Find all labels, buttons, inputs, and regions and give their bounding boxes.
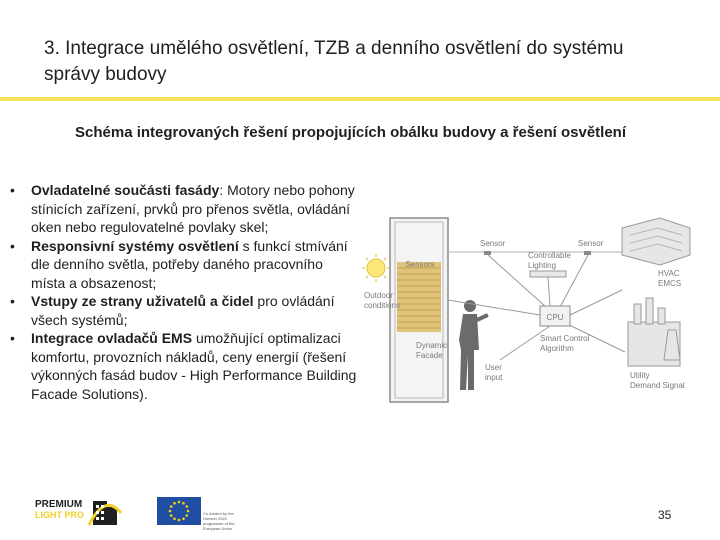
sensor-left-icon: [484, 251, 491, 255]
bullet-text: s funkcí stmívání dle denního světla, potřeby daného pracovního místa a obsazenost;: [31, 237, 348, 291]
light-fixture-icon: [530, 271, 566, 277]
slide-subtitle: Schéma integrovaných řešení propojujících obálku budovy a řešení osvětlení: [75, 124, 626, 141]
sensor-right-label: Sensor: [578, 239, 604, 248]
title-divider: [0, 97, 720, 101]
bullet-bold: Ovladatelné součásti fasády: [31, 182, 220, 198]
eu-funding-text: Co-funded by the Horizon 2020 programme of the European Union: [203, 511, 235, 531]
bullet-bold: Responsivní systémy osvětlení: [31, 237, 239, 254]
bullet-dot: •: [10, 237, 15, 254]
bullet-bold: Vstupy ze strany uživatelů a čidel: [31, 293, 254, 309]
sensor-right-icon: [584, 251, 591, 255]
user-label-1: User: [485, 363, 502, 372]
premium-light-pro-logo: [35, 495, 125, 527]
bullet-dot: •: [10, 293, 15, 309]
bullet-text: : Motory nebo pohony stínicích zařízení, prvků pro přenos světla, ovládání oken nebo regulovatelné povlaky skel;: [31, 182, 355, 235]
dynamic-facade-blinds: [397, 262, 441, 332]
sensors-label: Sensors: [405, 260, 435, 269]
logo-line1: PREMIUM: [35, 499, 83, 510]
hvac-label-1: HVAC: [658, 269, 680, 278]
smart-label-2: Algorithm: [540, 344, 574, 353]
lighting-label-1: Controllable: [528, 251, 571, 260]
hvac-label-2: EMCS: [658, 279, 682, 288]
bullet-list: [10, 181, 360, 403]
power-plant-icon: [628, 298, 680, 366]
user-label-2: input: [485, 373, 503, 382]
bullet-text: umožňující optimalizaci komfortu, provozních nákladů, ceny energií (řešení výkonných fasád budov - High Performance Building Facade Solutions).: [31, 330, 357, 402]
hvac-duct-icon: [622, 218, 690, 265]
bullet-dot: •: [10, 330, 15, 346]
utility-label-1: Utility: [630, 371, 650, 380]
building-icon: [89, 501, 121, 525]
bullet-item: [10, 237, 360, 293]
bullet-item: [10, 329, 360, 403]
integration-diagram: [360, 210, 700, 410]
outdoor-label-2: conditions: [364, 301, 401, 310]
dynamic-label-2: Facade: [416, 351, 443, 360]
bullet-item: [10, 181, 360, 237]
slide-title: 3. Integrace umělého osvětlení, TZB a denního osvětlení do systému správy budovy: [44, 38, 624, 85]
bullet-bold: Integrace ovladačů EMS: [31, 330, 193, 346]
smart-label-1: Smart Control: [540, 334, 590, 343]
dynamic-label-1: Dynamic: [416, 341, 448, 350]
logo-line2: LIGHT PRO: [35, 510, 84, 520]
sun-icon: [362, 254, 390, 282]
bullet-item: [10, 292, 360, 329]
cpu-label: CPU: [546, 313, 564, 322]
bullet-dot: •: [10, 182, 15, 198]
page-number: 35: [658, 508, 672, 522]
eu-flag-icon: [157, 497, 201, 525]
sensor-left-label: Sensor: [480, 239, 506, 248]
lighting-label-2: Lighting: [528, 261, 557, 270]
bullet-text: pro ovládání všech systémů;: [31, 293, 335, 328]
outdoor-label-1: Outdoor: [364, 291, 393, 300]
utility-label-2: Demand Signal: [630, 381, 685, 390]
